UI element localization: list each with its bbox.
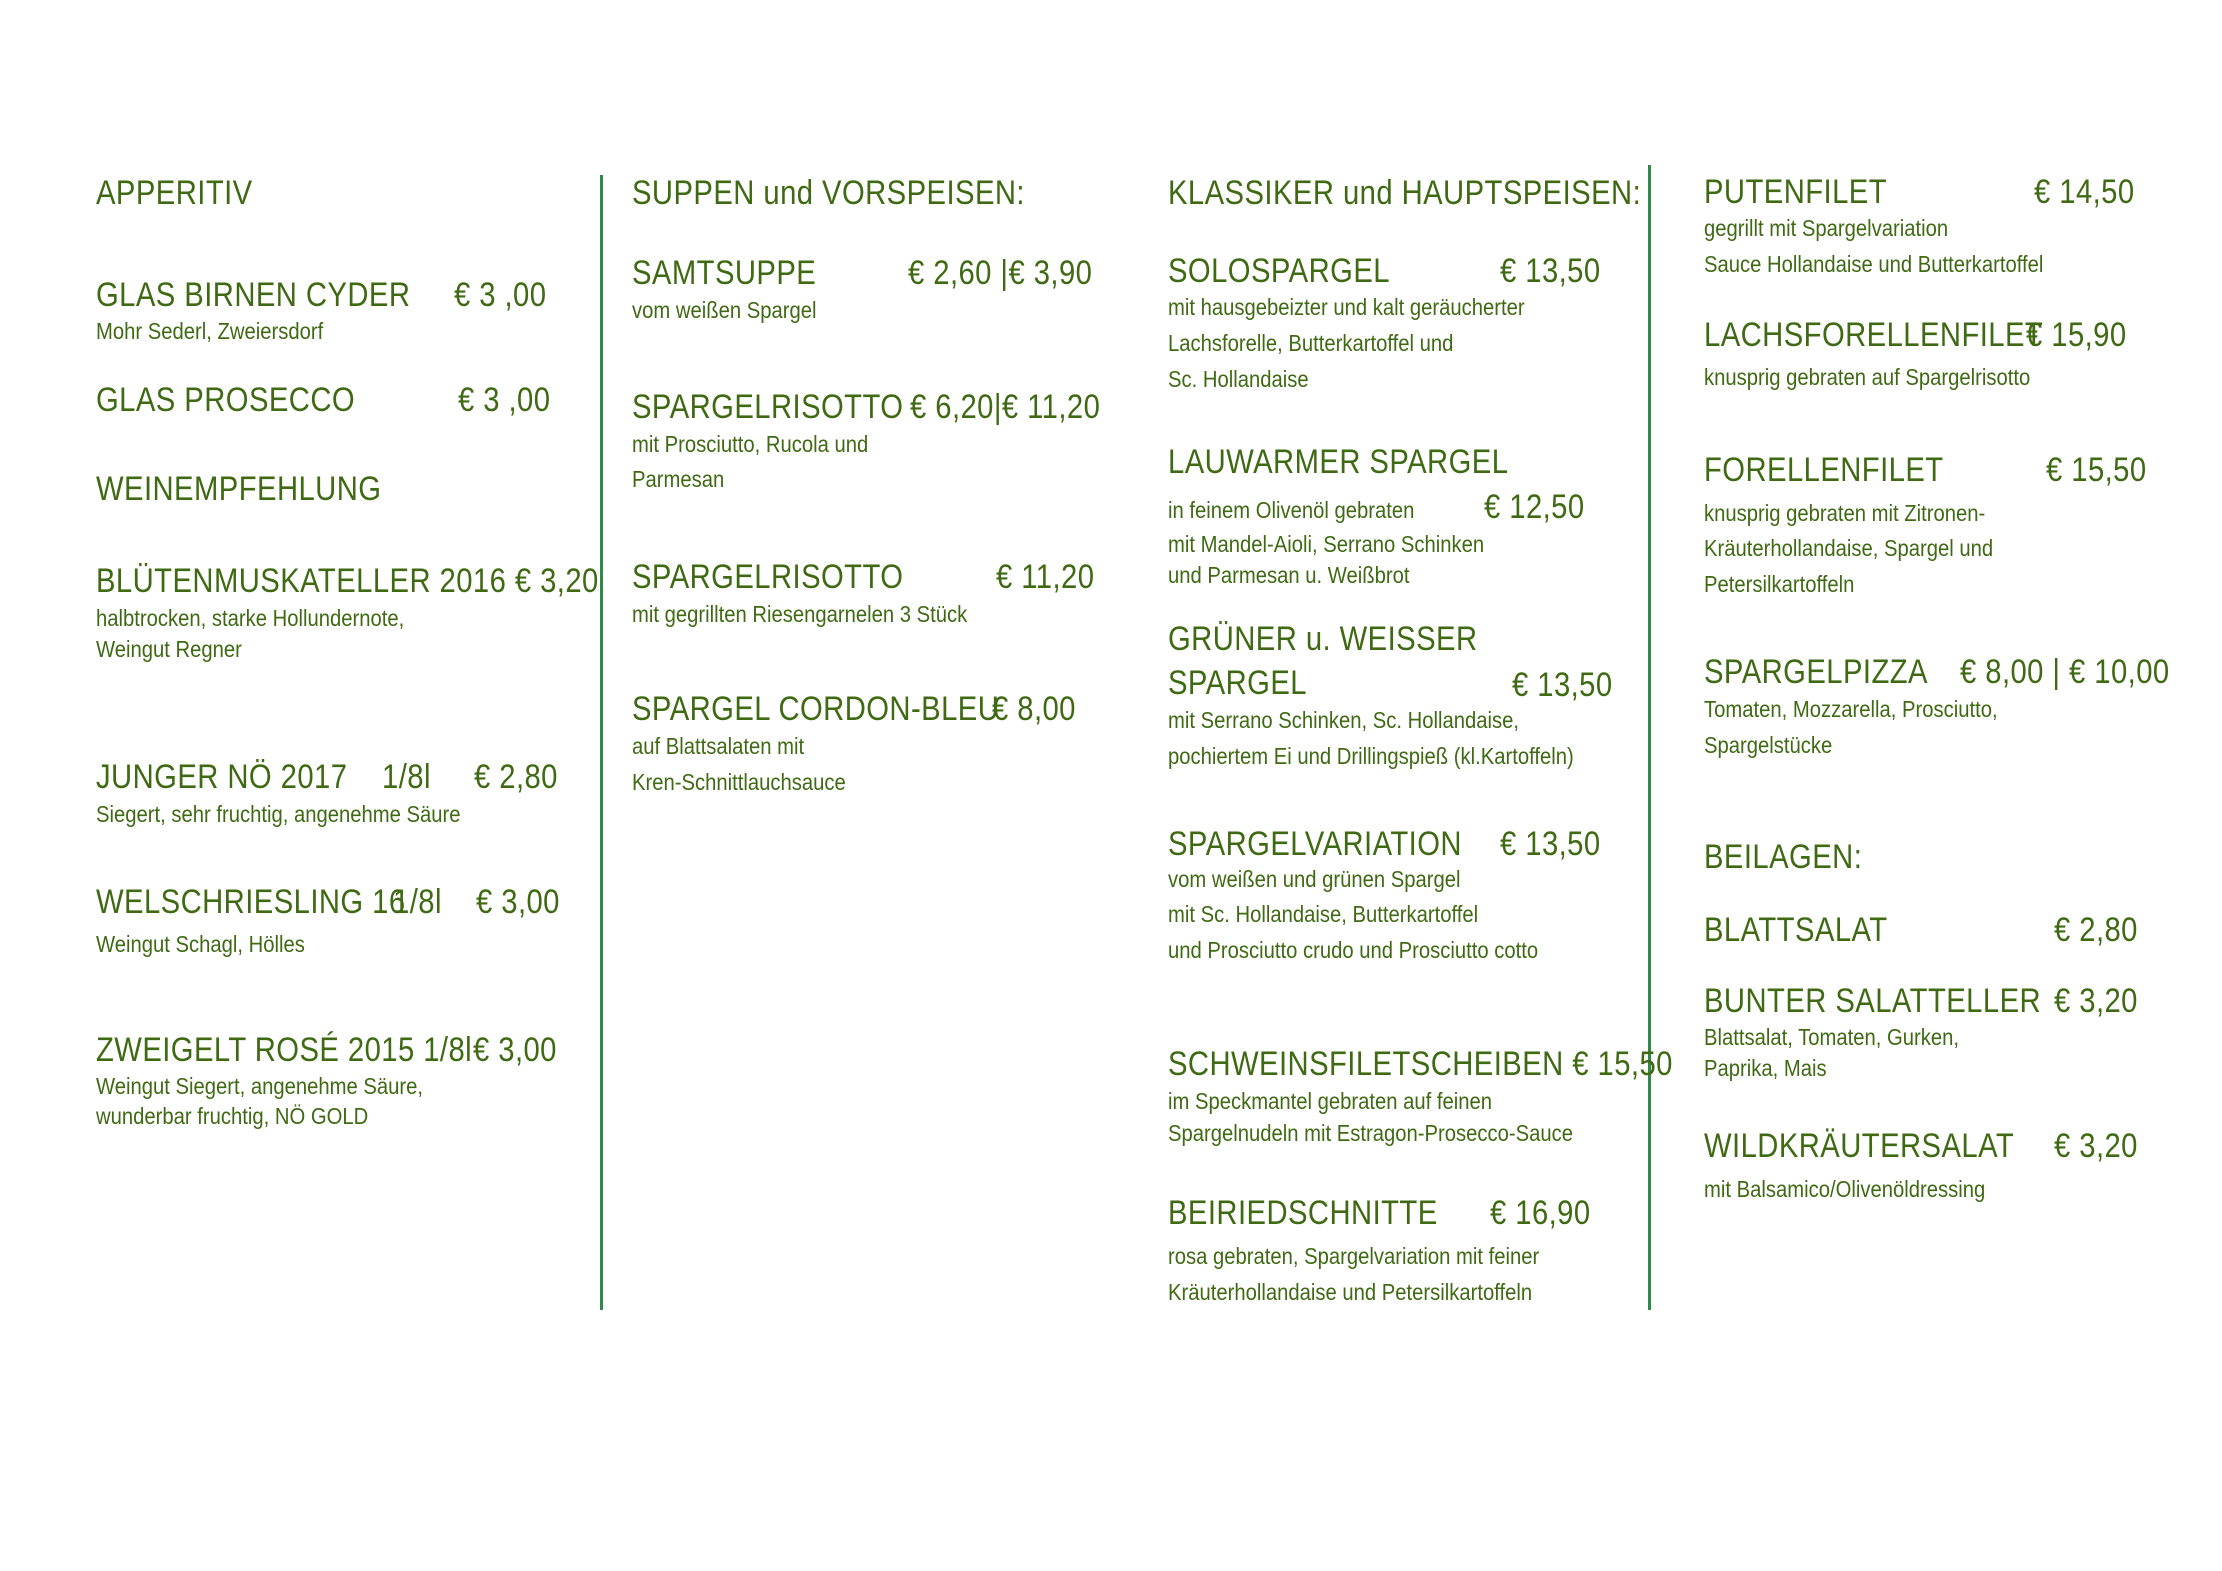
gruener-weisser-desc-1: mit Serrano Schinken, Sc. Hollandaise, xyxy=(1168,707,1520,733)
bunter-salatteller-desc-2: Paprika, Mais xyxy=(1704,1055,1827,1081)
wildkraeutersalat-price: € 3,20 xyxy=(2054,1127,2138,1165)
glas-birnen-cyder-price: € 3 ,00 xyxy=(454,276,547,314)
blattsalat-name: BLATTSALAT xyxy=(1704,911,1888,949)
putenfilet-price: € 14,50 xyxy=(2034,173,2135,211)
samtsuppe-desc: vom weißen Spargel xyxy=(632,297,817,323)
spargelrisotto-2-name: SPARGELRISOTTO xyxy=(632,558,904,596)
bunter-salatteller-price: € 3,20 xyxy=(2054,982,2138,1020)
lauwarmer-spargel-price: € 12,50 xyxy=(1484,488,1585,526)
klassiker-hauptspeisen-heading: KLASSIKER und HAUPTSPEISEN: xyxy=(1168,174,1642,212)
spargel-cordon-bleu-name: SPARGEL CORDON-BLEU xyxy=(632,690,1000,728)
lauwarmer-spargel-desc-1: in feinem Olivenöl gebraten xyxy=(1168,497,1415,523)
beiriedschnitte-desc-2: Kräuterhollandaise und Petersilkartoffeln xyxy=(1168,1279,1533,1305)
suppen-vorspeisen-heading: SUPPEN und VORSPEISEN: xyxy=(632,174,1025,212)
bluetenmuskateller-desc-1: halbtrocken, starke Hollundernote, xyxy=(96,605,405,631)
lauwarmer-spargel-desc-3: und Parmesan u. Weißbrot xyxy=(1168,562,1410,588)
spargelrisotto-2-price: € 11,20 xyxy=(996,558,1095,596)
spargel-cordon-bleu-price: € 8,00 xyxy=(992,690,1076,728)
spargelvariation-price: € 13,50 xyxy=(1500,825,1601,863)
spargelvariation-desc-1: vom weißen und grünen Spargel xyxy=(1168,866,1461,892)
forellenfilet-desc-1: knusprig gebraten mit Zitronen- xyxy=(1704,500,1986,526)
bunter-salatteller-desc-1: Blattsalat, Tomaten, Gurken, xyxy=(1704,1024,1960,1050)
bunter-salatteller-name: BUNTER SALATTELLER xyxy=(1704,982,2042,1020)
solospargel-desc-1: mit hausgebeizter und kalt geräucherter xyxy=(1168,294,1525,320)
column-divider-left xyxy=(600,175,603,1310)
forellenfilet-desc-2: Kräuterhollandaise, Spargel und xyxy=(1704,535,1994,561)
spargelpizza-price: € 8,00 | € 10,00 xyxy=(1960,653,2170,691)
apperitiv-heading: APPERITIV xyxy=(96,174,253,212)
solospargel-desc-3: Sc. Hollandaise xyxy=(1168,366,1309,392)
solospargel-desc-2: Lachsforelle, Butterkartoffel und xyxy=(1168,330,1454,356)
gruener-weisser-price: € 13,50 xyxy=(1512,666,1613,704)
bluetenmuskateller-desc-2: Weingut Regner xyxy=(96,636,242,662)
schweinsfiletscheiben-line: SCHWEINSFILETSCHEIBEN € 15,50 xyxy=(1168,1045,1673,1083)
zweigelt-rose-price: € 3,00 xyxy=(473,1031,557,1069)
forellenfilet-price: € 15,50 xyxy=(2046,451,2147,489)
zweigelt-rose-name: ZWEIGELT ROSÉ 2015 1/8l xyxy=(96,1031,473,1069)
welschriesling-price: € 3,00 xyxy=(476,883,560,921)
bluetenmuskateller-line: BLÜTENMUSKATELLER 2016 € 3,20 xyxy=(96,562,599,600)
lauwarmer-spargel-name: LAUWARMER SPARGEL xyxy=(1168,443,1509,481)
schweinsfiletscheiben-desc-1: im Speckmantel gebraten auf feinen xyxy=(1168,1088,1493,1114)
lauwarmer-spargel-desc-2: mit Mandel-Aioli, Serrano Schinken xyxy=(1168,531,1485,557)
beilagen-heading: BEILAGEN: xyxy=(1704,838,1863,876)
forellenfilet-name: FORELLENFILET xyxy=(1704,451,1944,489)
welschriesling-name: WELSCHRIESLING 16 xyxy=(96,883,406,921)
solospargel-name: SOLOSPARGEL xyxy=(1168,252,1390,290)
schweinsfiletscheiben-desc-2: Spargelnudeln mit Estragon-Prosecco-Sauce xyxy=(1168,1120,1574,1146)
lachsforellenfilet-name: LACHSFORELLENFILET xyxy=(1704,316,2044,354)
junger-noe-price: € 2,80 xyxy=(474,758,558,796)
beiriedschnitte-desc-1: rosa gebraten, Spargelvariation mit feiner xyxy=(1168,1243,1540,1269)
welschriesling-size: 1/8l xyxy=(393,883,442,921)
spargelrisotto-1-desc-1: mit Prosciutto, Rucola und xyxy=(632,431,869,457)
spargelvariation-name: SPARGELVARIATION xyxy=(1168,825,1462,863)
spargelvariation-desc-2: mit Sc. Hollandaise, Butterkartoffel xyxy=(1168,901,1479,927)
glas-prosecco-price: € 3 ,00 xyxy=(458,381,551,419)
glas-birnen-cyder-desc: Mohr Sederl, Zweiersdorf xyxy=(96,318,324,344)
spargelvariation-desc-3: und Prosciutto crudo und Prosciutto cotto xyxy=(1168,937,1539,963)
lachsforellenfilet-price: € 15,90 xyxy=(2026,316,2127,354)
zweigelt-rose-desc-2: wunderbar fruchtig, NÖ GOLD xyxy=(96,1103,369,1129)
spargel-cordon-bleu-desc-1: auf Blattsalaten mit xyxy=(632,733,805,759)
beiriedschnitte-name: BEIRIEDSCHNITTE xyxy=(1168,1194,1438,1232)
blattsalat-price: € 2,80 xyxy=(2054,911,2138,949)
beiriedschnitte-price: € 16,90 xyxy=(1490,1194,1591,1232)
lachsforellenfilet-desc: knusprig gebraten auf Spargelrisotto xyxy=(1704,364,2031,390)
wildkraeutersalat-desc: mit Balsamico/Olivenöldressing xyxy=(1704,1176,1986,1202)
spargelrisotto-1-price: € 6,20|€ 11,20 xyxy=(910,388,1101,426)
spargelpizza-desc-2: Spargelstücke xyxy=(1704,732,1833,758)
putenfilet-name: PUTENFILET xyxy=(1704,173,1888,211)
putenfilet-desc-2: Sauce Hollandaise und Butterkartoffel xyxy=(1704,251,2044,277)
gruener-weisser-desc-2: pochiertem Ei und Drillingspieß (kl.Kartoffeln) xyxy=(1168,743,1574,769)
forellenfilet-desc-3: Petersilkartoffeln xyxy=(1704,571,1855,597)
junger-noe-desc: Siegert, sehr fruchtig, angenehme Säure xyxy=(96,801,461,827)
samtsuppe-name: SAMTSUPPE xyxy=(632,254,817,292)
spargelpizza-desc-1: Tomaten, Mozzarella, Prosciutto, xyxy=(1704,696,1998,722)
spargel-cordon-bleu-desc-2: Kren-Schnittlauchsauce xyxy=(632,769,846,795)
weinempfehlung-heading: WEINEMPFEHLUNG xyxy=(96,470,382,508)
glas-birnen-cyder-name: GLAS BIRNEN CYDER xyxy=(96,276,411,314)
gruener-weisser-name-2: SPARGEL xyxy=(1168,664,1307,702)
samtsuppe-price: € 2,60 |€ 3,90 xyxy=(908,254,1093,292)
wildkraeutersalat-name: WILDKRÄUTERSALAT xyxy=(1704,1127,2015,1165)
welschriesling-desc: Weingut Schagl, Hölles xyxy=(96,931,305,957)
spargelrisotto-2-desc: mit gegrillten Riesengarnelen 3 Stück xyxy=(632,601,968,627)
junger-noe-size: 1/8l xyxy=(382,758,431,796)
column-divider-right xyxy=(1648,165,1651,1310)
spargelpizza-name: SPARGELPIZZA xyxy=(1704,653,1928,691)
putenfilet-desc-1: gegrillt mit Spargelvariation xyxy=(1704,215,1949,241)
spargelrisotto-1-desc-2: Parmesan xyxy=(632,466,725,492)
gruener-weisser-name-1: GRÜNER u. WEISSER xyxy=(1168,620,1478,658)
zweigelt-rose-desc-1: Weingut Siegert, angenehme Säure, xyxy=(96,1073,424,1099)
solospargel-price: € 13,50 xyxy=(1500,252,1601,290)
spargelrisotto-1-name: SPARGELRISOTTO xyxy=(632,388,904,426)
glas-prosecco-name: GLAS PROSECCO xyxy=(96,381,356,419)
junger-noe-name: JUNGER NÖ 2017 xyxy=(96,758,348,796)
